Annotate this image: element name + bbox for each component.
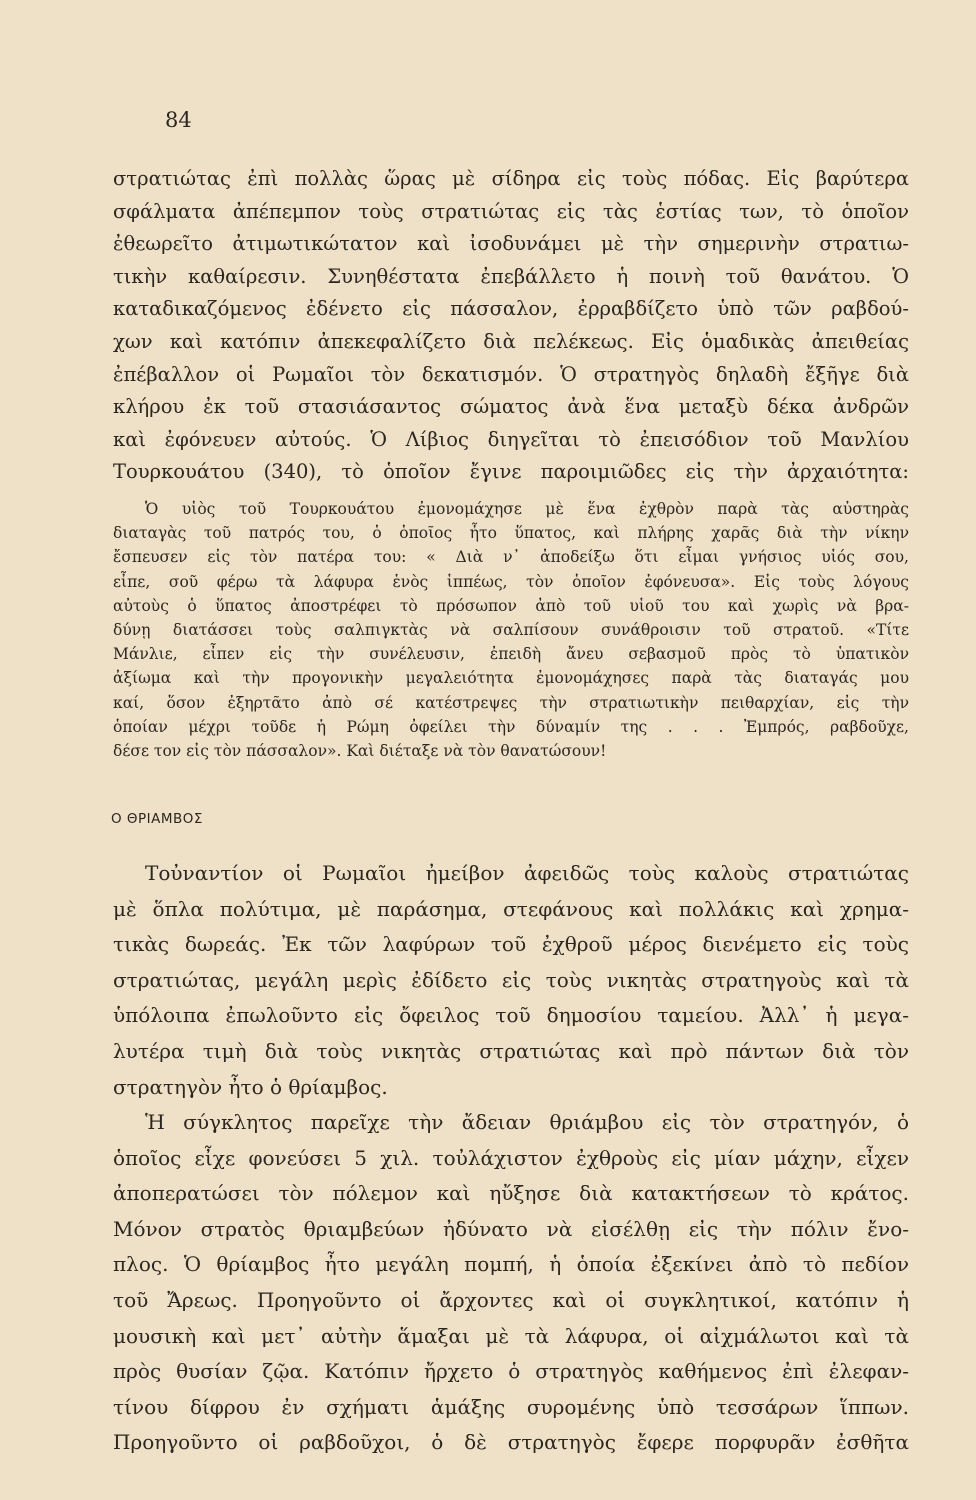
text-line: ἀξίωμα καὶ τὴν προγονικὴν μεγαλειότητα ἐμονομάχησες παρὰ τὰς διαταγάς μου (113, 669, 909, 688)
text-line: Μόνον στρατὸς θριαμβεύων ἠδύνατο νὰ εἰσέλθῃ εἰς τὴν πόλιν ἔνο- (113, 1216, 909, 1241)
text-line: ὑπόλοιπα ἐπωλοῦντο εἰς ὄφειλος τοῦ δημοσίου ταμείου. Ἀλλ᾽ ἡ μεγα- (113, 1003, 909, 1028)
text-line: Προηγοῦντο οἱ ραβδοῦχοι, ὁ δὲ στρατηγὸς ἔφερε πορφυρᾶν ἐσθῆτα (113, 1430, 909, 1455)
text-line: τοῦ Ἄρεως. Προηγοῦντο οἱ ἄρχοντες καὶ οἱ συγκλητικοί, κατόπιν ἡ (113, 1287, 909, 1312)
text-line: ὁποίαν μέχρι τοῦδε ἡ Ρώμη ὀφείλει τὴν δύναμίν της . . . Ἐμπρός, ραβδοῦχε, (113, 717, 909, 736)
paragraph-4 (113, 1105, 909, 1461)
text-line: μὲ ὅπλα πολύτιμα, μὲ παράσημα, στεφάνους καὶ πολλάκις καὶ χρημα- (113, 896, 909, 921)
text-line: καί, ὅσον ἐξηρτᾶτο ἀπὸ σέ κατέστρεψες τὴν στρατιωτικὴν πειθαρχίαν, εἰς τὴν (113, 693, 909, 712)
paragraph-1 (113, 163, 909, 489)
text-line: Τουρκουάτου (340), τὸ ὁποῖον ἔγινε παροιμιῶδες εἰς τὴν ἀρχαιότητα: (113, 460, 909, 484)
text-line: καὶ ἐφόνευεν αὐτούς. Ὁ Λίβιος διηγεῖται τὸ ἐπεισόδιον τοῦ Μανλίου (113, 427, 909, 451)
text-line: Ἡ σύγκλητος παρεῖχε τὴν ἄδειαν θριάμβου εἰς τὸν στρατηγόν, ὁ (145, 1110, 909, 1134)
text-line: Ὁ υἱὸς τοῦ Τουρκουάτου ἐμονομάχησε μὲ ἕνα ἐχθρὸν παρὰ τὰς αὐστηρὰς (145, 500, 909, 518)
text-line: τίνου δίφρου ἐν σχήματι ἁμάξης συρομένης ὑπὸ τεσσάρων ἵππων. (113, 1394, 909, 1419)
text-line: δέσε τον εἰς τὸν πάσσαλον». Καὶ διέταξε νὰ τὸν θανατώσουν! (113, 742, 607, 761)
text-line: δύνῃ διατάσσει τοὺς σαλπιγκτὰς νὰ σαλπίσουν συνάθροισιν τοῦ στρατοῦ. «Τίτε (113, 621, 909, 640)
text-line: στρατηγὸν ἦτο ὁ θρίαμβος. (113, 1074, 388, 1099)
text-line: στρατιώτας ἐπὶ πολλὰς ὥρας μὲ σίδηρα εἰς τοὺς πόδας. Εἰς βαρύτερα (113, 167, 909, 190)
text-line: καταδικαζόμενος ἐδένετο εἰς πάσσαλον, ἐρραβδίζετο ὑπὸ τῶν ραβδού- (113, 297, 909, 321)
text-line: τικὰς δωρεάς. Ἐκ τῶν λαφύρων τοῦ ἐχθροῦ μέρος διενέμετο εἰς τοὺς (113, 932, 909, 957)
text-line: τικὴν καθαίρεσιν. Συνηθέστατα ἐπεβάλλετο ἡ ποινὴ τοῦ θανάτου. Ὁ (113, 264, 909, 288)
text-line: πρὸς θυσίαν ζῷα. Κατόπιν ἤρχετο ὁ στρατηγὸς καθήμενος ἐπὶ ἐλεφαν- (113, 1359, 909, 1384)
paragraph-3 (113, 856, 909, 1105)
text-line: ὁποῖος εἶχε φονεύσει 5 χιλ. τοὐλάχιστον ἐχθροὺς εἰς μίαν μάχην, εἶχεν (113, 1145, 909, 1170)
text-line: Τοὐναντίον οἱ Ρωμαῖοι ἠμείβον ἀφειδῶς τοὺς καλοὺς στρατιώτας (145, 861, 909, 885)
text-line: διαταγὰς τοῦ πατρός του, ὁ ὁποῖος ἦτο ὕπατος, καὶ πλήρης χαρᾶς διὰ τὴν νίκην (113, 524, 909, 543)
text-line: ἐθεωρεῖτο ἀτιμωτικώτατον καὶ ἰσοδυνάμει μὲ τὴν σημερινὴν στρατιω- (113, 232, 909, 256)
quotation-paragraph (113, 497, 909, 763)
page-number: 84 (165, 108, 192, 132)
section-heading: Ο ΘΡΙΑΜΒΟΣ (111, 811, 203, 827)
text-line: σφάλματα ἀπέπεμπον τοὺς στρατιώτας εἰς τὰς ἑστίας των, τὸ ὁποῖον (113, 199, 909, 223)
text-line: ἀποπερατώσει τὸν πόλεμον καὶ ηὔξησε διὰ κατακτήσεων τὸ κράτος. (113, 1181, 909, 1206)
text-line: ἔσπευσεν εἰς τὸν πατέρα του: « Διὰ ν᾽ ἀποδείξω ὅτι εἶμαι γνήσιος υἱός σου, (113, 548, 909, 567)
text-line: λυτέρα τιμὴ διὰ τοὺς νικητὰς στρατιώτας καὶ πρὸ πάντων διὰ τὸν (113, 1038, 909, 1063)
text-line: Μάνλιε, εἶπεν εἰς τὴν συνέλευσιν, ἐπειδὴ ἄνευ σεβασμοῦ πρὸς τὸ ὑπατικὸν (113, 645, 909, 664)
text-line: στρατιώτας, μεγάλη μερὶς ἐδίδετο εἰς τοὺς νικητὰς στρατηγοὺς καὶ τὰ (113, 967, 909, 992)
text-line: κλήρου ἐκ τοῦ στασιάσαντος σώματος ἀνὰ ἕνα μεταξὺ δέκα ἀνδρῶν (113, 395, 909, 419)
text-line: μουσικὴ καὶ μετ᾽ αὐτὴν ἅμαξαι μὲ τὰ λάφυρα, οἱ αἰχμάλωτοι καὶ τὰ (113, 1323, 909, 1348)
text-line: χων καὶ κατόπιν ἀπεκεφαλίζετο διὰ πελέκεως. Εἰς ὁμαδικὰς ἀπειθείας (113, 329, 909, 353)
text-line: πλος. Ὁ θρίαμβος ἦτο μεγάλη πομπή, ἡ ὁποία ἐξεκίνει ἀπὸ τὸ πεδίον (113, 1252, 909, 1277)
text-line: εἶπε, σοῦ φέρω τὰ λάφυρα ἑνὸς ἱππέως, τὸν ὁποῖον ἐφόνευσα». Εἰς τοὺς λόγους (113, 572, 909, 591)
text-line: ἐπέβαλλον οἱ Ρωμαῖοι τὸν δεκατισμόν. Ὁ στρατηγὸς δηλαδὴ ἔξῆγε διὰ (113, 362, 909, 386)
text-line: αὐτοὺς ὁ ὕπατος ἀποστρέφει τὸ πρόσωπον ἀπὸ τοῦ υἱοῦ του καὶ χωρὶς νὰ βρα- (113, 596, 909, 615)
